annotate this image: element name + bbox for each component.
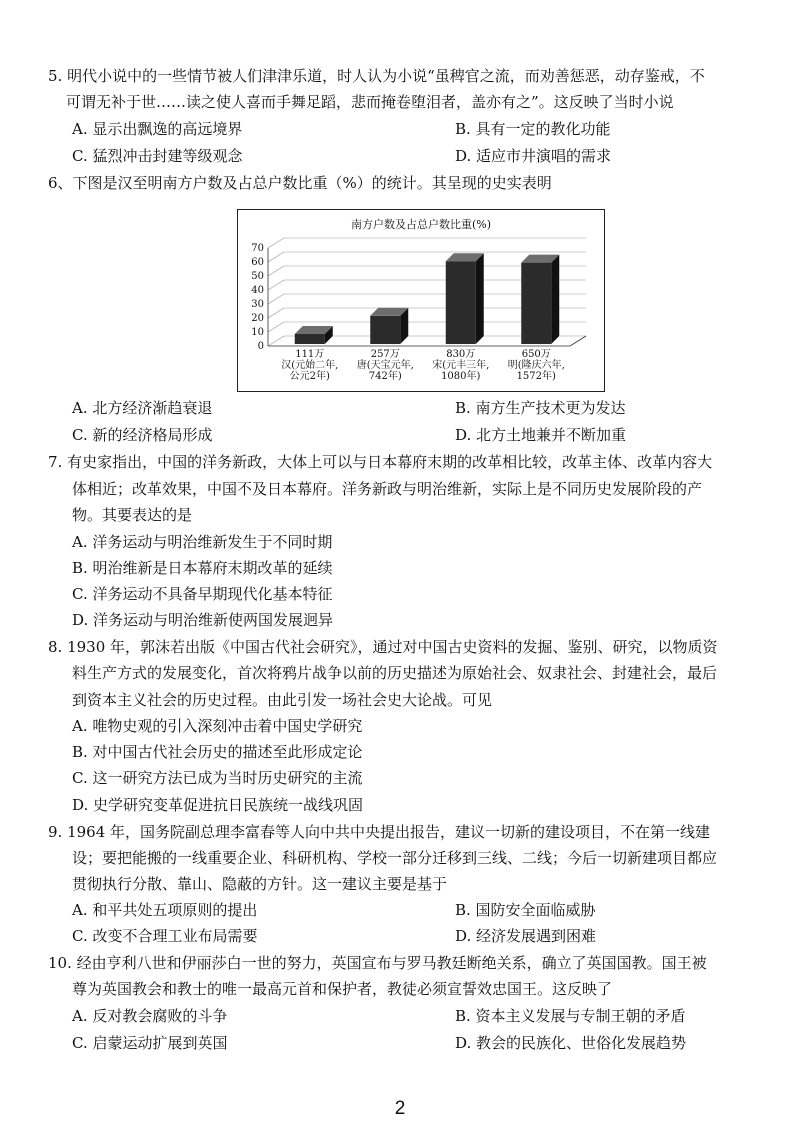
q6-option-c[interactable]: C. 新的经济格局形成 [72, 426, 213, 444]
q5-option-b[interactable]: B. 具有一定的教化功能 [455, 120, 611, 138]
q9-option-a[interactable]: A. 和平共处五项原则的提出 [72, 901, 258, 919]
q7-option-d[interactable]: D. 洋务运动与明治维新使两国发展迥异 [72, 611, 334, 629]
x-category-label: 111万 [295, 349, 325, 360]
x-category-label: 1080年) [441, 371, 481, 382]
grid-diagonal [268, 336, 284, 346]
q5-line-1: 5. 明代小说中的一些情节被人们津津乐道，时人认为小说“虽稗官之流，而劝善惩恶，动存鉴戒，不 [48, 67, 705, 85]
q6-option-a[interactable]: A. 北方经济渐趋衰退 [72, 399, 213, 417]
q10-line-1: 10. 经由亨利八世和伊丽莎白一世的努力，英国宣布与罗马教廷断绝关系，确立了英国国教。国王被 [48, 954, 707, 972]
x-category-label: 明(隆庆六年, [507, 360, 565, 371]
y-tick-label: 40 [251, 285, 264, 296]
grid-diagonal [268, 308, 284, 318]
q10-option-b[interactable]: B. 资本主义发展与专制王朝的矛盾 [455, 1007, 686, 1025]
bar-front [370, 316, 400, 344]
y-tick-label: 50 [251, 271, 264, 282]
q5-option-d[interactable]: D. 适应市井演唱的需求 [455, 147, 612, 165]
q7-line-2: 体相近；改革效果，中国不及日本幕府。洋务新政与明治维新，实际上是不同历史发展阶段的产 [72, 480, 703, 498]
grid-diagonal [268, 280, 284, 290]
grid-diagonal [268, 238, 284, 248]
q5-option-c[interactable]: C. 猛烈冲击封建等级观念 [72, 147, 243, 165]
households-bar-chart [237, 209, 605, 392]
grid-diagonal [268, 266, 284, 276]
bar-side [476, 253, 484, 344]
q8-line-3: 到资本主义社会的历史过程。由此引发一场社会史大论战。可见 [72, 691, 493, 709]
grid-diagonal [268, 294, 284, 304]
x-category-label: 830万 [446, 349, 476, 360]
q5-line-2: 可谓无补于世……读之使人喜而手舞足蹈，悲而掩卷堕泪者，盖亦有之”。这反映了当时小说 [66, 93, 674, 111]
y-tick-label: 0 [257, 341, 264, 352]
q5-option-a[interactable]: A. 显示出飘逸的高远境界 [72, 120, 243, 138]
x-category-label: 1572年) [516, 371, 556, 382]
q7-option-b[interactable]: B. 明治维新是日本幕府末期改革的延续 [72, 559, 333, 577]
y-tick-label: 60 [251, 257, 264, 268]
q8-option-c[interactable]: C. 这一研究方法已成为当时历史研究的主流 [72, 769, 363, 787]
x-category-label: 汉(元始二年, [281, 360, 339, 371]
x-axis-depth [570, 336, 586, 346]
q8-line-1: 8. 1930 年，郭沫若出版《中国古代社会研究》，通过对中国古史资料的发掘、鉴别、研究，以物质资 [48, 638, 718, 656]
chart-canvas [238, 210, 604, 391]
bar-side [551, 255, 559, 344]
y-tick-label: 20 [251, 313, 264, 324]
q9-line-1: 9. 1964 年，国务院副总理李富春等人向中共中央提出报告，建议一切新的建设项目，不在第一线建 [48, 823, 711, 841]
q6-line-1: 6、下图是汉至明南方户数及占总户数比重（%）的统计。其呈现的史实表明 [48, 174, 552, 192]
q7-option-c[interactable]: C. 洋务运动不具备早期现代化基本特征 [72, 585, 333, 603]
x-category-label: 宋(元丰三年, [432, 360, 490, 371]
x-category-label: 257万 [370, 349, 400, 360]
x-category-label: 唐(天宝元年, [356, 360, 414, 371]
q6-option-b[interactable]: B. 南方生产技术更为发达 [455, 399, 626, 417]
q7-line-3: 物。其要表达的是 [72, 506, 193, 524]
q10-line-2: 尊为英国教会和教士的唯一最高元首和保护者，教徒必须宣誓效忠国王。这反映了 [72, 980, 613, 998]
q8-line-2: 料生产方式的发展变化，首次将鸦片战争以前的历史描述为原始社会、奴隶社会、封建社会，最后 [72, 664, 718, 682]
q9-line-2: 设；要把能搬的一线重要企业、科研机构、学校一部分迁移到三线、二线；今后一切新建项目都应 [72, 849, 718, 867]
y-tick-label: 30 [251, 299, 264, 310]
q9-option-b[interactable]: B. 国防安全面临威胁 [455, 901, 596, 919]
q9-option-d[interactable]: D. 经济发展遇到困难 [455, 927, 597, 945]
q9-option-c[interactable]: C. 改变不合理工业布局需要 [72, 927, 258, 945]
q6-option-d[interactable]: D. 北方土地兼并不断加重 [455, 426, 627, 444]
x-category-label: 公元2年) [289, 371, 330, 382]
q7-line-1: 7. 有史家指出，中国的洋务新政，大体上可以与日本幕府末期的改革相比较，改革主体、改革内容大 [48, 453, 713, 471]
chart-title: 南方户数及占总户数比重(%) [350, 218, 492, 231]
q8-option-d[interactable]: D. 史学研究变革促进抗日民族统一战线巩固 [72, 796, 364, 814]
y-tick-label: 70 [251, 243, 264, 254]
bar-front [521, 263, 551, 344]
x-category-label: 650万 [521, 349, 551, 360]
bar-front [446, 261, 476, 344]
q8-option-a[interactable]: A. 唯物史观的引入深刻冲击着中国史学研究 [72, 717, 363, 735]
bar-front [295, 334, 325, 344]
q9-line-3: 贯彻执行分散、靠山、隐蔽的方针。这一建议主要是基于 [72, 875, 448, 893]
q8-option-b[interactable]: B. 对中国古代社会历史的描述至此形成定论 [72, 743, 363, 761]
q7-option-a[interactable]: A. 洋务运动与明治维新发生于不同时期 [72, 533, 333, 551]
grid-diagonal [268, 252, 284, 262]
q10-option-a[interactable]: A. 反对教会腐败的斗争 [72, 1007, 228, 1025]
page-number: 2 [394, 1098, 406, 1119]
y-tick-label: 10 [251, 327, 264, 338]
q10-option-c[interactable]: C. 启蒙运动扩展到英国 [72, 1034, 228, 1052]
x-category-label: 742年) [368, 371, 402, 382]
grid-diagonal [268, 322, 284, 332]
q10-option-d[interactable]: D. 教会的民族化、世俗化发展趋势 [455, 1034, 687, 1052]
